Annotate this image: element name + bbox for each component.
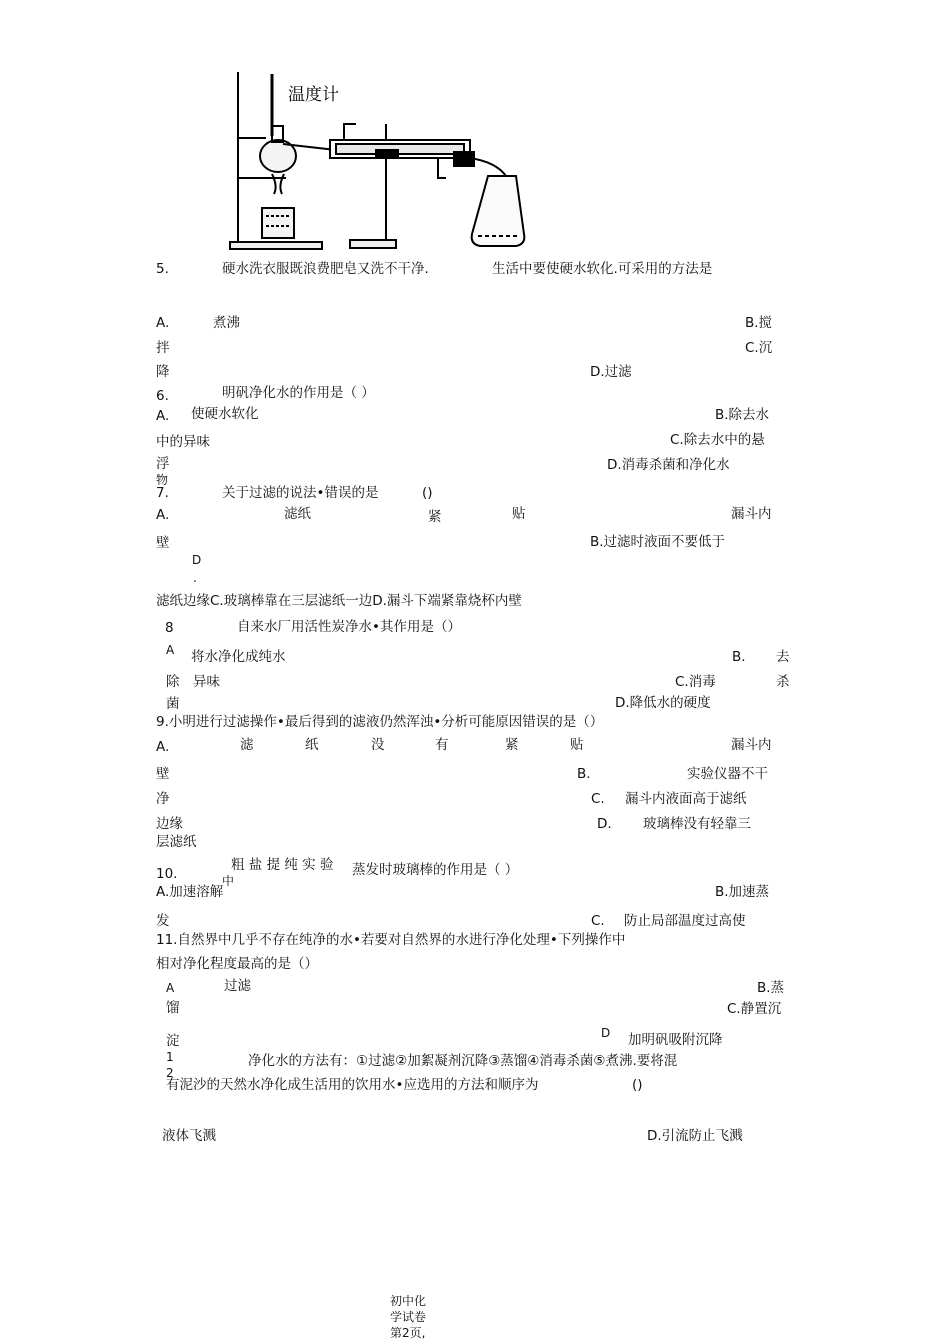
option-key-d-dot: . <box>193 571 197 585</box>
question-stem: 关于过滤的说法•错误的是 <box>222 485 379 501</box>
options-line: 滤纸边缘C.玻璃棒靠在三层滤纸一边D.漏斗下端紧靠烧杯内壁 <box>156 593 522 609</box>
option-key-b: B. <box>577 766 591 782</box>
option-key-a: A. <box>156 507 170 523</box>
question-paren: () <box>632 1077 643 1093</box>
option-b-wrap: 馏 <box>166 1000 180 1016</box>
option-key-c: C. <box>591 913 605 929</box>
question-stem-cut: 中 <box>222 874 235 888</box>
option-a-char: 纸 <box>305 737 319 753</box>
option-b-wrap: 除 <box>166 674 180 690</box>
option-d: D.引流防止飞溅 <box>647 1128 743 1144</box>
option-c-text: 防止局部温度过高使 <box>624 913 746 929</box>
option-a-text: 使硬水软化 <box>191 406 259 422</box>
option-c-text: 漏斗内液面高于滤纸 <box>625 791 747 807</box>
option-a-text: 煮沸 <box>213 315 240 331</box>
question-stem: 11.自然界中几乎不存在纯净的水•若要对自然界的水进行净化处理•下列操作中 <box>156 932 626 948</box>
option-a-text: 过滤 <box>224 978 251 994</box>
option-a-word: 贴 <box>512 506 526 522</box>
option-a-char: 滤 <box>240 737 254 753</box>
option-b-text: 实验仪器不干 <box>687 766 768 782</box>
option-a-char: 贴 <box>570 737 584 753</box>
option-key-d: D <box>601 1026 611 1040</box>
option-d: D.降低水的硬度 <box>615 695 711 711</box>
question-number: 8 <box>165 620 174 636</box>
question-stem: 生活中要使硬水软化.可采用的方法是 <box>492 261 713 277</box>
option-c-wrap-cut: 物 <box>156 473 169 487</box>
option-b: B.过滤时液面不要低于 <box>590 534 726 550</box>
question-number: 6. <box>156 388 169 404</box>
option-d-wrap: 层滤纸 <box>156 834 197 850</box>
option-a-word: 漏斗内 <box>731 506 772 522</box>
question-stem: 蒸发时玻璃棒的作用是（ ） <box>352 862 519 878</box>
option-c: C.静置沉 <box>727 1001 782 1017</box>
question-number: 1 <box>166 1050 174 1064</box>
question-stem: 自来水厂用活性炭净水•其作用是（） <box>237 619 461 635</box>
option-b: B.蒸 <box>757 980 785 996</box>
option-c: C.消毒 <box>675 674 716 690</box>
option-d: D.过滤 <box>590 364 632 380</box>
option-key-d: D. <box>597 816 612 832</box>
option-b: B.加速蒸 <box>715 884 770 900</box>
option-c-wrap: 液体飞溅 <box>162 1128 216 1144</box>
option-a-char: 紧 <box>505 737 519 753</box>
option-b-wrap: 净 <box>156 791 170 807</box>
option-key-a: A. <box>156 315 170 331</box>
option-a: A.加速溶解 <box>156 884 224 900</box>
question-stem: 硬水洗衣服既浪费肥皂又洗不干净. <box>222 261 429 277</box>
question-stem: 明矾净化水的作用是（ ） <box>222 385 375 401</box>
footer-line: 初中化 <box>390 1294 427 1308</box>
option-d: D.消毒杀菌和净化水 <box>607 457 730 473</box>
option-a-text: 将水净化成纯水 <box>191 649 286 665</box>
question-stem: 相对净化程度最高的是（） <box>156 956 318 972</box>
option-a-char: 没 <box>371 737 385 753</box>
option-b: B.搅 <box>745 315 773 331</box>
option-a-wrap: 壁 <box>156 535 170 551</box>
footer-line: 学试卷 <box>390 1310 427 1324</box>
question-paren: () <box>422 485 433 501</box>
option-key-a: A <box>166 643 175 657</box>
option-b-wrap: 异味 <box>193 674 220 690</box>
question-stem: 净化水的方法有：①过滤②加絮凝剂沉降③蒸馏④消毒杀菌⑤煮沸.要将混 <box>248 1053 678 1069</box>
option-key-a: A. <box>156 408 170 424</box>
question-stem: 9.小明进行过滤操作•最后得到的滤液仍然浑浊•分析可能原因错误的是（） <box>156 714 604 730</box>
option-key-b: B. <box>732 649 746 665</box>
option-c-wrap: 浮 <box>156 456 170 472</box>
option-a-char: 有 <box>435 737 449 753</box>
option-b: B.除去水 <box>715 407 770 423</box>
question-number: 10. <box>156 866 178 882</box>
option-key-d: D <box>192 553 202 567</box>
question-stem: 有泥沙的天然水净化成生活用的饮用水•应选用的方法和顺序为 <box>166 1077 539 1093</box>
option-b-wrap: 拌 <box>156 340 170 356</box>
option-a-word: 漏斗内 <box>731 737 772 753</box>
option-c: C.沉 <box>745 340 773 356</box>
option-c-wrap: 菌 <box>166 696 180 712</box>
option-b-wrap: 中的异味 <box>156 434 210 450</box>
thermometer-label: 温度计 <box>288 85 339 105</box>
option-a-wrap: 壁 <box>156 766 170 782</box>
question-stem: 粗 盐 提 纯 实 验 <box>231 857 334 873</box>
distillation-apparatus-figure <box>226 66 526 256</box>
question-number-cut: 2 <box>166 1066 174 1080</box>
option-c-wrap: 淀 <box>166 1033 180 1049</box>
option-a-word: 滤纸 <box>284 506 311 522</box>
option-c: C.除去水中的悬 <box>670 432 765 448</box>
option-b-wrap: 发 <box>156 913 170 929</box>
option-c-word: 杀 <box>776 674 790 690</box>
option-c-wrap: 降 <box>156 364 170 380</box>
option-a-word: 紧 <box>428 509 442 525</box>
question-number: 5. <box>156 261 169 277</box>
option-key-c: C. <box>591 791 605 807</box>
option-key-a: A <box>166 981 175 995</box>
option-c-wrap: 边缘 <box>156 816 183 832</box>
option-key-a: A. <box>156 739 170 755</box>
option-d-text: 玻璃棒没有轻靠三 <box>643 816 751 832</box>
option-b-word: 去 <box>776 649 790 665</box>
option-d-text: 加明矾吸附沉降 <box>628 1032 723 1048</box>
page-number: 第2页, <box>390 1326 426 1340</box>
question-number: 7. <box>156 485 169 501</box>
